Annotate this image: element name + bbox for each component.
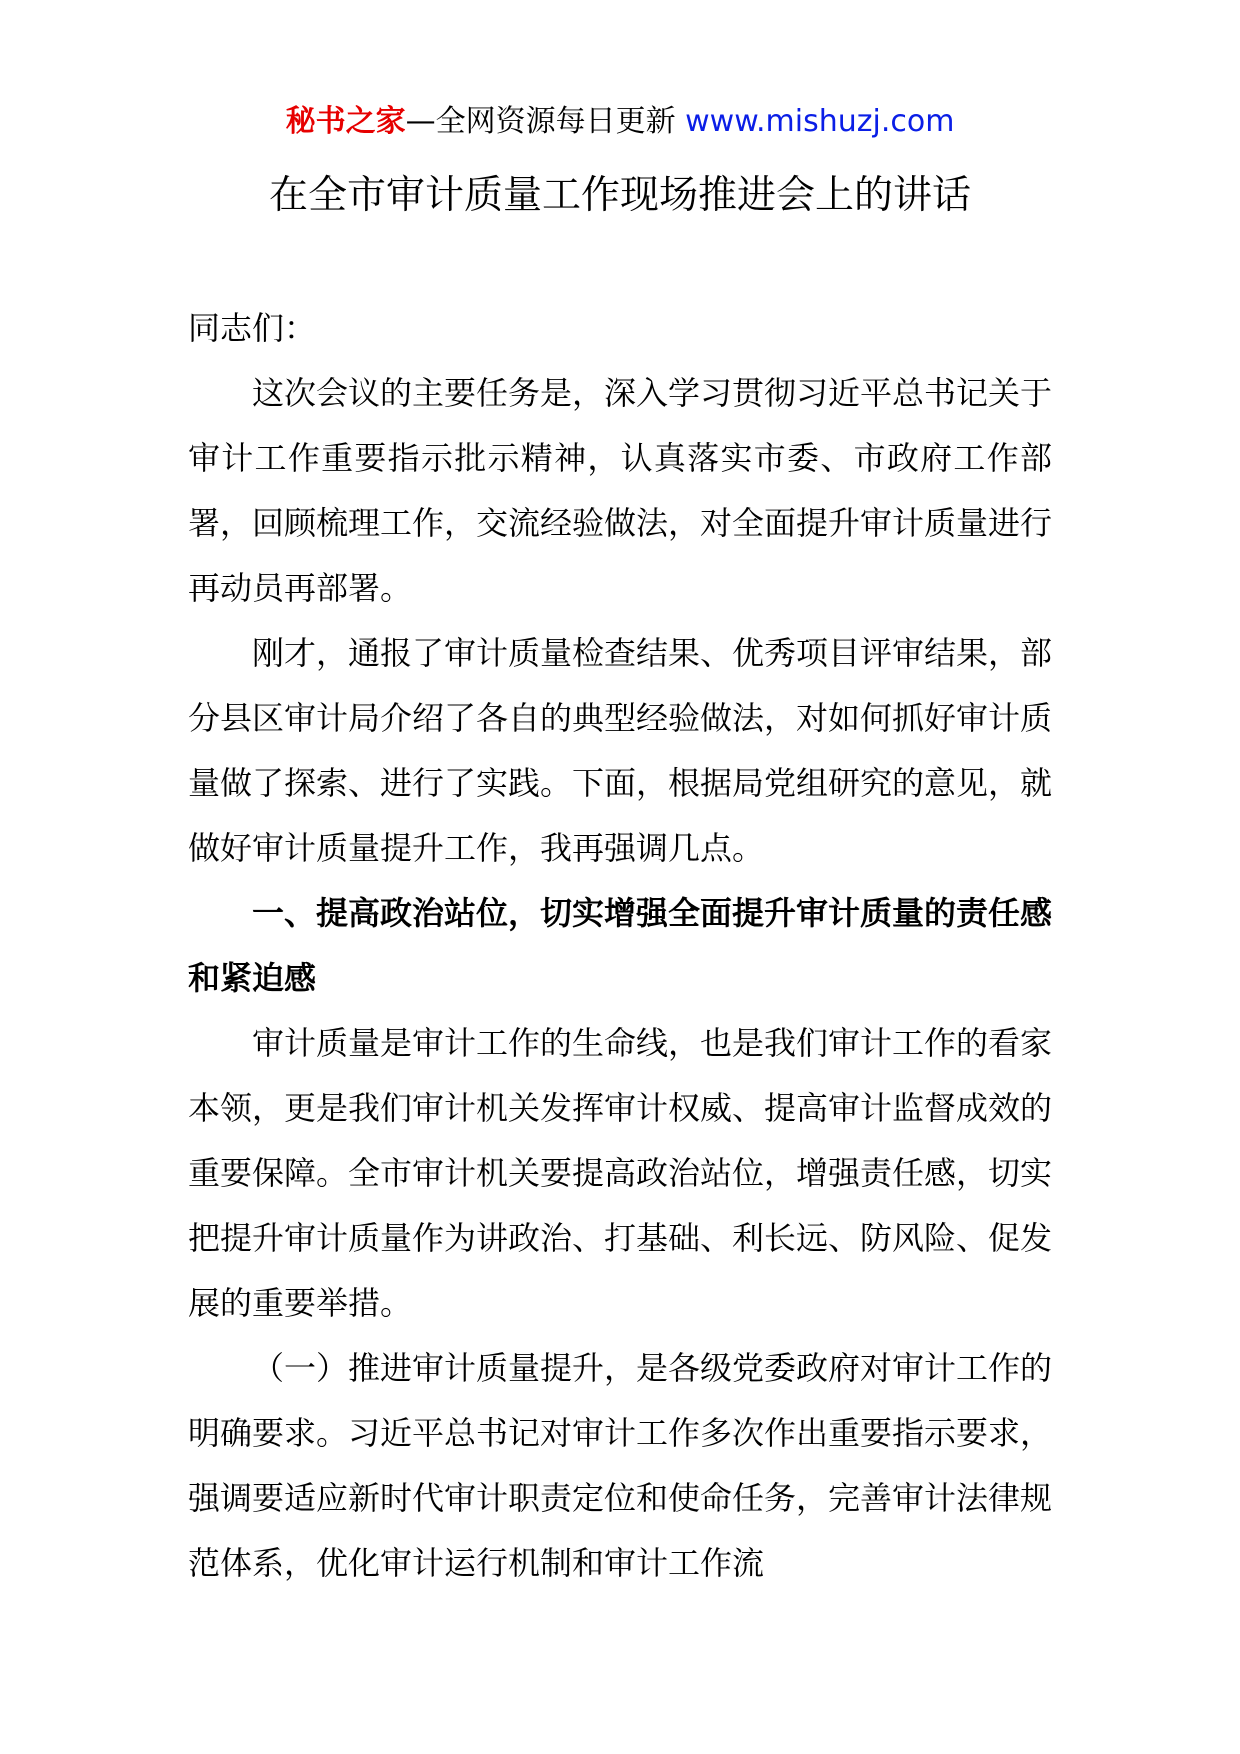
paragraph-quality: 审计质量是审计工作的生命线，也是我们审计工作的看家本领，更是我们审计机关发挥审计权威、提高审计监督成效的重要保障。全市审计机关要提高政治站位，增强责任感，切实把提升审计质量作为讲政治、打基础、利长远、防风险、促发展的重要举措。 — [188, 1024, 1053, 1322]
header-tagline: —全网资源每日更新 — [405, 104, 676, 139]
paragraph-intro: 这次会议的主要任务是，深入学习贯彻习近平总书记关于审计工作重要指示批示精神，认真落实市委、市政府工作部署，回顾梳理工作，交流经验做法，对全面提升审计质量进行再动员再部署。 — [188, 374, 1053, 607]
paragraph-subsection-1: （一）推进审计质量提升，是各级党委政府对审计工作的明确要求。习近平总书记对审计工作多次作出重要指示要求，强调要适应新时代审计职责定位和使命任务，完善审计法律规范体系，优化审计运行机制和审计工作流 — [188, 1349, 1053, 1582]
document-body — [188, 296, 1052, 1596]
paragraph-summary: 刚才，通报了审计质量检查结果、优秀项目评审结果，部分县区审计局介绍了各自的典型经验做法，对如何抓好审计质量做了探索、进行了实践。下面，根据局党组研究的意见，就做好审计质量提升工作，我再强调几点。 — [188, 634, 1053, 867]
site-header — [0, 100, 1240, 144]
brand-name: 秘书之家 — [285, 104, 406, 139]
site-url-link[interactable]: www.mishuzj.com — [685, 104, 955, 139]
document-title: 在全市审计质量工作现场推进会上的讲话 — [268, 173, 971, 218]
salutation: 同志们： — [188, 309, 317, 347]
section-heading-1: 一、提高政治站位，切实增强全面提升审计质量的责任感和紧迫感 — [188, 894, 1053, 997]
